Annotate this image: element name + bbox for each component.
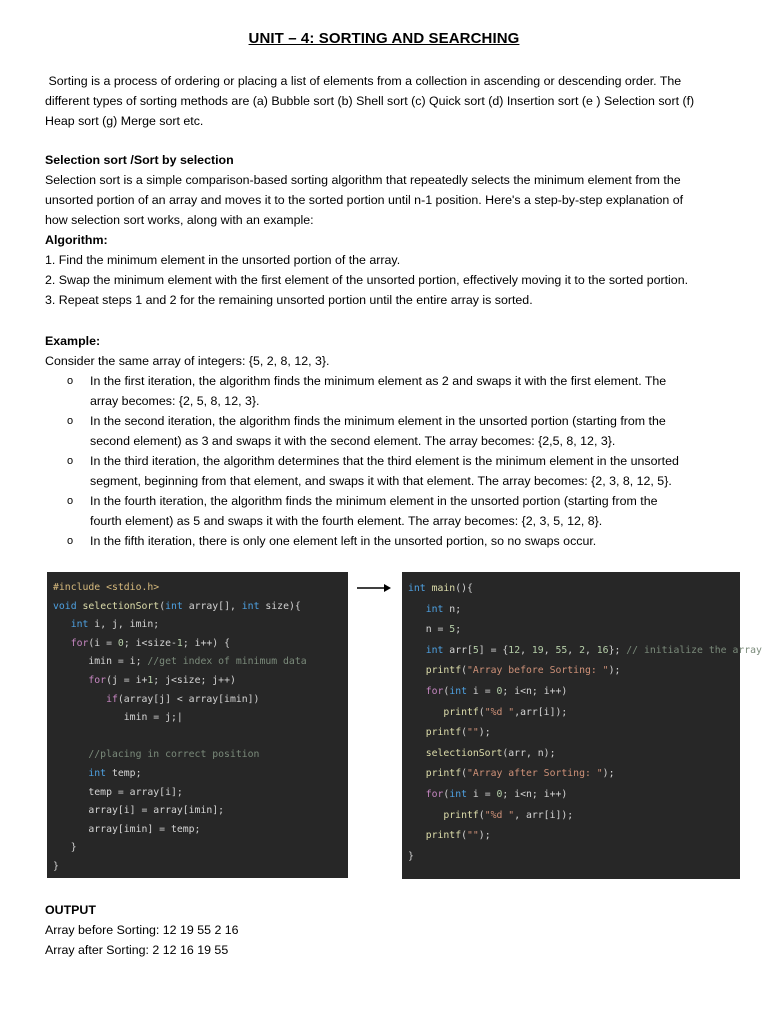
code-token [408,727,426,738]
code-token: } [53,842,77,854]
code-token: ( [443,685,450,697]
code-token: 5 [449,624,456,636]
code-token: int [449,685,473,697]
code-token: , [520,644,532,656]
code-line [402,579,740,600]
code-token: }; [608,644,627,656]
code-token: , [584,644,597,656]
code-token: (){ [455,583,473,594]
section-text: Selection sort is a simple comparison-based sorting algorithm that repeatedly selects the minimum element from the [45,173,681,187]
code-token: 1 [176,637,183,649]
example-heading: Example: [45,334,101,348]
code-token: 1 [147,674,154,686]
page-title: UNIT – 4: SORTING AND SEARCHING [248,30,520,47]
list-item [45,491,735,531]
code-token: ( [461,830,467,842]
code-token: #include <stdio.h> [53,582,160,593]
algorithm-heading: Algorithm: [45,233,108,247]
code-token: size){ [265,600,301,612]
code-line [402,847,740,868]
list-item-text: segment, beginning from that element, and swaps it with that element. The array becomes: {2, 3, 8, 12, 5}. [90,474,672,488]
list-item [45,411,735,451]
code-token: array[], [188,600,242,612]
code-token: selectionSort [425,747,503,759]
list-item-text: In the first iteration, the algorithm finds the minimum element as 2 and swaps it with the first element. The [90,374,667,388]
code-token: printf [425,727,462,739]
list-item-text: In the fourth iteration, the algorithm finds the minimum element in the unsorted portion (starting from the [90,494,658,508]
code-line [402,641,762,662]
code-token: array[i] = array[imin]; [53,805,225,817]
code-token: for [425,685,444,697]
code-token: printf [443,809,479,821]
code-line [402,826,740,847]
code-token: ; j<size; j++) [153,674,236,686]
code-token: ; [455,624,462,636]
code-token: "%d " [484,706,515,718]
code-token: for [88,674,107,686]
code-token: int [165,600,189,612]
code-token [53,768,88,779]
code-line [47,728,348,747]
code-token [408,645,426,656]
iteration-list [45,371,735,551]
code-token: "Array before Sorting: " [467,665,609,677]
intro-paragraph [45,71,735,131]
code-token: ; i<n; i++) [502,788,568,800]
code-token: ( [461,768,467,780]
code-line [47,858,348,877]
list-item-text: In the second iteration, the algorithm finds the minimum element in the unsorted portion (starting from the [90,414,666,428]
code-token: n; [449,603,462,615]
code-token: 0 [496,685,503,697]
code-token: imin = i; [53,656,148,668]
code-token: ; i++) { [182,637,230,649]
code-line [402,661,740,682]
code-token: "" [467,727,479,739]
code-token: } [53,860,59,872]
code-line [47,765,348,784]
code-token: ( [443,788,450,800]
code-token: for [425,788,444,800]
code-token: } [408,850,414,862]
code-token [408,604,426,615]
code-token: 16 [596,644,609,656]
code-token: printf [425,768,462,780]
code-token: selectionSort [82,600,160,612]
code-token: "%d " [484,809,515,821]
code-token: int [449,788,473,800]
code-token [408,789,426,800]
list-item-text: fourth element) as 5 and swaps it with the fourth element. The array becomes: {2, 3, 5, 12, 8}. [90,514,603,528]
selection-sort-section [45,150,735,310]
code-token: temp; [111,767,142,779]
code-token: , [567,644,580,656]
section-text: unsorted portion of an array and moves it to the sorted portion until n-1 position. Here's a step-by-step explanation of [45,193,684,207]
bullet-icon: o [67,535,74,547]
code-token: ( [478,706,485,718]
code-token [53,638,71,649]
code-token: 19 [531,644,544,656]
code-token: arr[ [449,644,473,656]
intro-line: Heap sort (g) Merge sort etc. [45,114,204,128]
code-token: ; i<size- [123,637,177,649]
code-token: 0 [117,637,124,649]
code-token: void [53,600,83,612]
code-token: ( [159,600,166,612]
code-line [402,600,740,621]
code-token: imin = j;| [53,712,183,724]
code-token [53,675,88,686]
code-line [47,598,348,617]
code-token: // initialize the array [626,644,762,656]
section-text: how selection sort works, along with an example: [45,213,314,227]
code-line [47,784,348,803]
bullet-icon: o [67,455,74,467]
code-line [47,821,348,840]
code-token [408,665,426,676]
code-token [408,686,426,697]
code-token: ); [602,768,615,780]
code-token: if [106,693,118,705]
code-token [408,707,443,718]
code-token: ); [478,830,491,842]
code-token: , [543,644,556,656]
code-line [402,785,740,806]
bullet-icon: o [67,375,74,387]
output-line: Array after Sorting: 2 12 16 19 55 [45,943,229,957]
code-token [408,810,443,821]
example-section [45,331,735,371]
code-token: printf [443,706,479,718]
code-token: ,arr[i]); [514,706,568,718]
code-token [408,830,426,841]
output-heading: OUTPUT [45,903,96,917]
code-token: ); [608,665,621,677]
code-token: i, j, imin; [94,619,160,631]
output-line: Array before Sorting: 12 19 55 2 16 [45,923,239,937]
code-line [47,579,348,598]
code-line [47,746,348,765]
code-line [402,682,740,703]
code-token: printf [425,665,462,677]
code-token [408,748,426,759]
code-token: 12 [508,644,521,656]
code-token: n = [408,624,450,636]
code-token: //get index of minimum data [147,656,307,668]
list-item [45,371,735,411]
code-line [402,744,740,765]
code-line [47,839,348,858]
code-line [47,802,348,821]
code-token: for [70,637,89,649]
code-token: ); [478,727,491,739]
code-line [402,703,740,724]
code-token: ( [461,727,467,739]
list-item-text: In the third iteration, the algorithm determines that the third element is the minimum element in the unsorted [90,454,679,468]
list-item-text: In the fifth iteration, there is only one element left in the unsorted portion, so no swaps occur. [90,534,597,548]
algorithm-step: 2. Swap the minimum element with the first element of the unsorted portion, effectively moving it to the sorted portion. [45,273,689,287]
output-section [45,900,735,960]
algorithm-step: 3. Repeat steps 1 and 2 for the remaining unsorted portion until the entire array is sorted. [45,293,533,307]
code-line [47,709,348,728]
code-token: ] = { [478,644,509,656]
code-line [402,620,740,641]
code-token: , arr[i]); [514,809,574,821]
code-token: int [88,767,112,779]
code-line [47,653,348,672]
code-token: (arr, n); [502,747,556,759]
code-line [402,806,740,827]
code-line [47,616,348,635]
code-token: (j = i+ [106,674,148,686]
list-item-text: array becomes: {2, 5, 8, 12, 3}. [90,394,260,408]
code-line [47,691,348,710]
code-token: int [408,583,432,594]
code-token: //placing in correct position [88,749,260,761]
code-token: int [425,603,450,615]
bullet-icon: o [67,495,74,507]
code-token: 5 [472,644,479,656]
code-token [53,749,88,760]
code-token: i = [472,788,497,800]
code-token: int [241,600,266,612]
code-token: int [70,619,95,631]
code-token: printf [425,830,462,842]
list-item [45,451,735,491]
example-intro: Consider the same array of integers: {5, 2, 8, 12, 3}. [45,354,330,368]
code-token: "Array after Sorting: " [467,768,603,780]
intro-line: different types of sorting methods are (a) Bubble sort (b) Shell sort (c) Quick sort (d) Insertion sort (e ) Selection sort (f) [45,94,695,108]
code-token: "" [467,830,479,842]
code-token [53,694,106,705]
code-token: (i = [88,637,118,649]
code-token: ( [461,665,467,677]
list-item-text: second element) as 3 and swaps it with the second element. The array becomes: {2,5, 8, 12, 3}. [90,434,616,448]
code-token: main [431,583,456,594]
list-item [45,531,735,551]
code-token [53,619,71,630]
section-heading: Selection sort /Sort by selection [45,153,234,167]
code-token: 0 [496,788,503,800]
code-token: (array[j] < array[imin]) [117,693,260,705]
code-token: ( [478,809,485,821]
intro-line: Sorting is a process of ordering or placing a list of elements from a collection in ascending or descending order. The [45,74,682,88]
code-token: array[imin] = temp; [53,823,201,835]
code-token: 55 [555,644,568,656]
code-line [47,635,348,654]
code-token [408,768,426,779]
algorithm-step: 1. Find the minimum element in the unsorted portion of the array. [45,253,401,267]
code-line [402,723,740,744]
code-token: int [425,644,450,656]
bullet-icon: o [67,415,74,427]
code-line [47,672,348,691]
code-screenshot-selection-sort [47,572,348,878]
code-token: 2 [579,644,585,656]
code-line [402,764,740,785]
code-token: ; i<n; i++) [502,685,568,697]
code-screenshot-main [402,572,762,879]
code-token: i = [472,685,497,697]
code-token: temp = array[i]; [53,786,183,798]
arrow-right-icon [356,580,392,596]
